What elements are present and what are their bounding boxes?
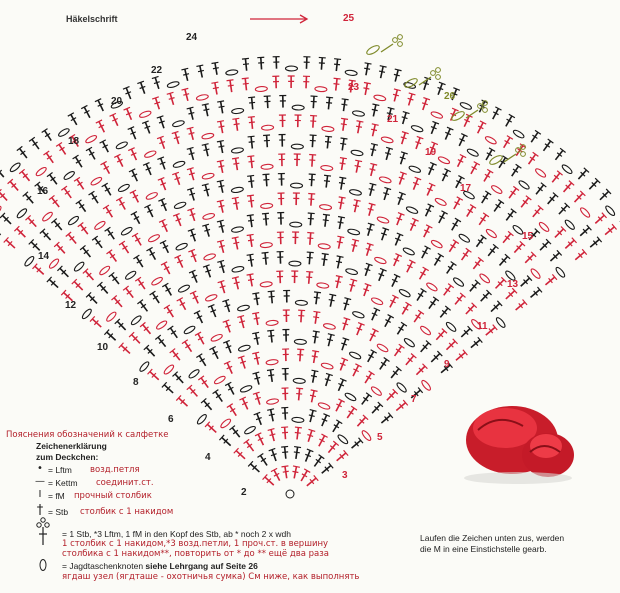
legend-ru: соединит.ст. bbox=[96, 478, 154, 488]
double-crochet-symbol: † bbox=[36, 503, 44, 518]
row-number: 8 bbox=[133, 377, 139, 388]
row-number: 2 bbox=[241, 487, 247, 498]
legend-ru: прочный столбик bbox=[74, 491, 152, 501]
row-number: 6 bbox=[168, 414, 174, 425]
chain-stitch-symbol: • bbox=[37, 463, 43, 474]
rose-photo bbox=[464, 406, 574, 484]
row-number: 16 bbox=[37, 186, 49, 197]
chart-title: Häkelschrift bbox=[66, 14, 118, 24]
row-number: 25 bbox=[343, 13, 355, 24]
row-number: 18 bbox=[68, 136, 80, 147]
row-number: 5 bbox=[377, 432, 383, 443]
row-number: 9 bbox=[444, 359, 450, 370]
row-number: 14 bbox=[38, 251, 50, 262]
row-number: 21 bbox=[387, 114, 399, 125]
legend-de: = Kettm bbox=[48, 478, 78, 488]
legend-heading-de: Zeichenerklärung bbox=[36, 441, 107, 451]
legend-de: = fM bbox=[48, 491, 65, 501]
row-number: 22 bbox=[151, 65, 163, 76]
row-number: 26 bbox=[444, 91, 456, 102]
row-number: 13 bbox=[507, 279, 519, 290]
row-number: 20 bbox=[111, 96, 123, 107]
row-number: 11 bbox=[477, 321, 488, 332]
legend-de: = Lftm bbox=[48, 465, 72, 475]
picot-legend-de: = 1 Stb, *3 Lftm, 1 fM in den Kopf des Stb, ab * noch 2 x wdh bbox=[62, 529, 291, 539]
legend-ru: возд.петля bbox=[90, 465, 140, 475]
row-number: 3 bbox=[342, 470, 348, 481]
legend-ru: столбик с 1 накидом bbox=[80, 507, 174, 517]
row-number: 17 bbox=[460, 183, 472, 194]
row-number: 12 bbox=[65, 300, 77, 311]
picot-legend-ru: столбика с 1 накидом**, повторить от * до ** ещё два раза bbox=[62, 549, 329, 559]
note-line: Laufen die Zeichen unten zus, werden bbox=[420, 533, 565, 543]
single-crochet-symbol: I bbox=[38, 489, 42, 500]
row-number: 15 bbox=[522, 231, 534, 242]
row-number: 7 bbox=[411, 394, 417, 405]
row-number: 24 bbox=[186, 32, 198, 43]
knot-legend-de: = Jagdtaschenknoten siehe Lehrgang auf Seite 26 bbox=[62, 561, 258, 571]
row-number: 4 bbox=[205, 452, 211, 463]
legend-heading-de: zum Deckchen: bbox=[36, 452, 99, 462]
slip-stitch-symbol: — bbox=[35, 476, 45, 487]
row-number: 19 bbox=[425, 147, 437, 158]
picot-legend-ru: 1 столбик с 1 накидом,*3 возд.петли, 1 проч.ст. в вершину bbox=[62, 539, 329, 549]
legend-heading-ru: Пояснения обозначений к салфетке bbox=[6, 430, 169, 440]
row-number: 23 bbox=[348, 82, 360, 93]
knot-legend-ru: ягдаш узел (ягдташе - охотничья сумка) См ниже, как выполнять bbox=[62, 572, 360, 582]
legend-symbols bbox=[37, 518, 49, 571]
note-line: die M in eine Einstichstelle gearb. bbox=[420, 544, 547, 554]
legend-de: = Stb bbox=[48, 507, 69, 517]
row-number: 10 bbox=[97, 342, 109, 353]
